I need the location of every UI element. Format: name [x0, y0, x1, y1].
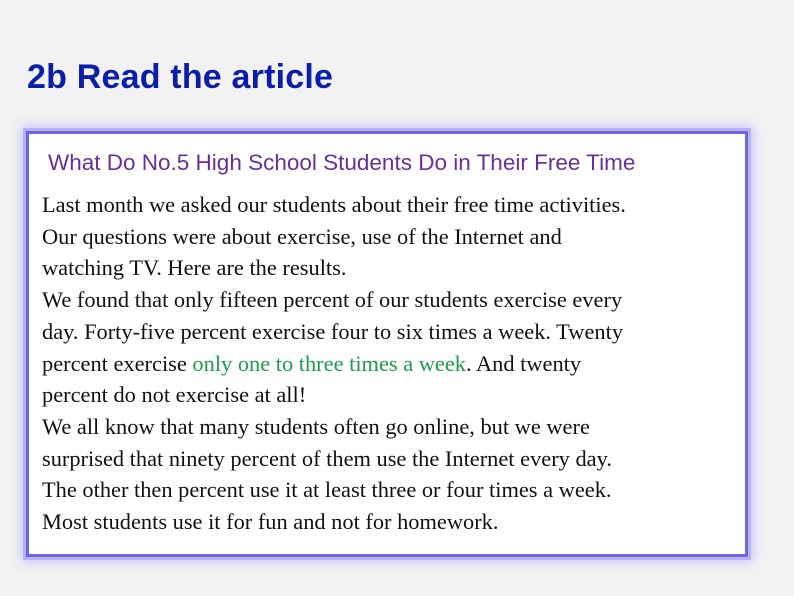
article-line: Our questions were about exercise, use of the Internet and	[42, 223, 562, 249]
article-line: Last month we asked our students about their free time activities.	[42, 192, 626, 217]
article-body	[42, 189, 742, 538]
line-text-before: percent exercise	[42, 350, 193, 376]
article-line: Most students use it for fun and not for homework.	[42, 509, 499, 535]
article-line: watching TV. Here are the results.	[42, 255, 347, 281]
article-line: day. Forty-five percent exercise four to six times a week. Twenty	[42, 318, 624, 344]
article-line: We all know that many students often go online, but we were	[42, 413, 590, 439]
highlighted-phrase: only one to three times a week	[192, 350, 466, 376]
line-text-after: . And twenty	[466, 350, 582, 376]
slide-title: 2b Read the article	[27, 58, 334, 96]
article-line-with-highlight	[42, 348, 742, 380]
article-heading: What Do No.5 High School Students Do in Their Free Time	[48, 150, 636, 175]
article-line: We found that only fifteen percent of our students exercise every	[42, 287, 623, 313]
article-line: The other then percent use it at least three or four times a week.	[42, 477, 612, 503]
article-line: surprised that ninety percent of them use the Internet every day.	[42, 445, 612, 471]
article-line: percent do not exercise at all!	[42, 382, 307, 408]
article-box	[26, 131, 748, 557]
